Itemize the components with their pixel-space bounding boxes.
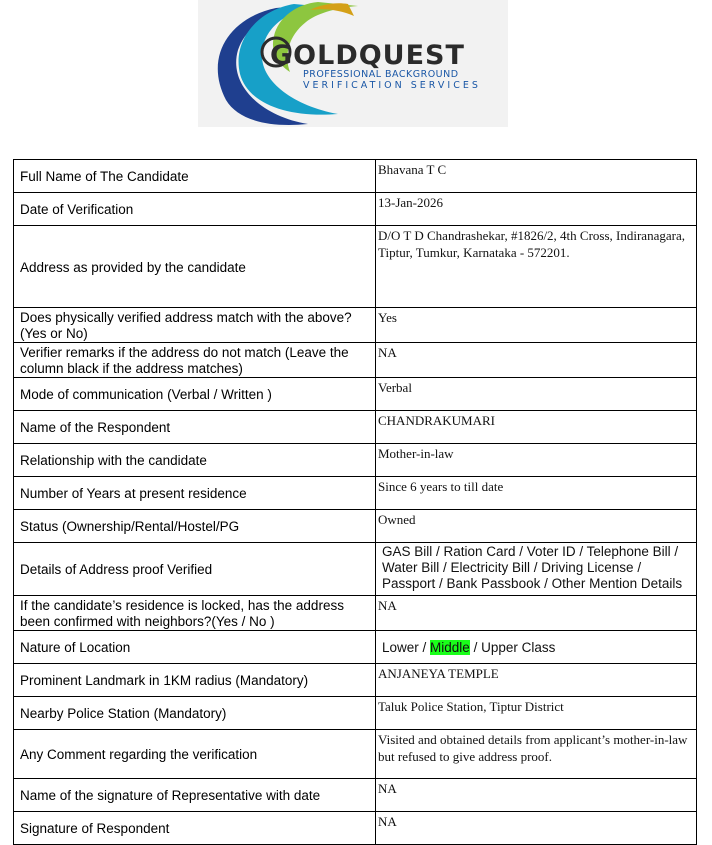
table-row xyxy=(14,730,697,779)
table-row xyxy=(14,444,697,477)
table-row xyxy=(14,226,697,308)
field-value: Verbal xyxy=(376,378,697,411)
table-row xyxy=(14,697,697,730)
option-upper: / Upper Class xyxy=(469,639,556,655)
field-label: Number of Years at present residence xyxy=(14,477,376,510)
table-row xyxy=(14,543,697,596)
field-label: Details of Address proof Verified xyxy=(14,543,376,596)
field-label: Signature of Respondent xyxy=(14,812,376,845)
logo-brand-name: GOLDQUEST xyxy=(270,40,465,71)
field-value: Yes xyxy=(376,308,697,343)
table-row xyxy=(14,378,697,411)
field-value: GAS Bill / Ration Card / Voter ID / Telephone Bill / Water Bill / Electricity Bill / Driving License / Passport / Bank Passbook / Other Mention Details xyxy=(376,543,697,596)
option-middle-highlighted: Middle xyxy=(430,639,470,655)
table-row xyxy=(14,193,697,226)
field-label: Mode of communication (Verbal / Written ) xyxy=(14,378,376,411)
table-row xyxy=(14,779,697,812)
field-label: Name of the Respondent xyxy=(14,411,376,444)
field-value: Mother-in-law xyxy=(376,444,697,477)
field-value: Bhavana T C xyxy=(376,160,697,193)
field-label: Nature of Location xyxy=(14,631,376,664)
field-value xyxy=(376,631,697,664)
table-row xyxy=(14,596,697,631)
field-value: NA xyxy=(376,343,697,378)
field-label: Does physically verified address match with the above? (Yes or No) xyxy=(14,308,376,343)
field-value: Taluk Police Station, Tiptur District xyxy=(376,697,697,730)
field-value: NA xyxy=(376,812,697,845)
field-label: Prominent Landmark in 1KM radius (Mandatory) xyxy=(14,664,376,697)
field-label: Date of Verification xyxy=(14,193,376,226)
table-row xyxy=(14,160,697,193)
field-label: If the candidate’s residence is locked, has the address been confirmed with neighbors?(Yes / No ) xyxy=(14,596,376,631)
field-value: ANJANEYA TEMPLE xyxy=(376,664,697,697)
table-row xyxy=(14,664,697,697)
field-value: Since 6 years to till date xyxy=(376,477,697,510)
logo-tagline-1: PROFESSIONAL BACKGROUND xyxy=(303,69,459,80)
field-value: Owned xyxy=(376,510,697,543)
table-row xyxy=(14,411,697,444)
field-value: D/O T D Chandrashekar, #1826/2, 4th Cross, Indiranagara, Tiptur, Tumkur, Karnataka - 572201. xyxy=(376,226,697,308)
field-value: Visited and obtained details from applicant’s mother-in-law but refused to give address proof. xyxy=(376,730,697,779)
field-label: Nearby Police Station (Mandatory) xyxy=(14,697,376,730)
logo-tagline-2: VERIFICATION SERVICES xyxy=(303,80,481,91)
field-label: Status (Ownership/Rental/Hostel/PG xyxy=(14,510,376,543)
field-label: Address as provided by the candidate xyxy=(14,226,376,308)
table-row xyxy=(14,343,697,378)
field-label: Name of the signature of Representative with date xyxy=(14,779,376,812)
table-row xyxy=(14,308,697,343)
field-value: NA xyxy=(376,779,697,812)
field-value: 13-Jan-2026 xyxy=(376,193,697,226)
verification-form-table xyxy=(13,159,697,845)
table-row xyxy=(14,631,697,664)
field-value: NA xyxy=(376,596,697,631)
field-label: Full Name of The Candidate xyxy=(14,160,376,193)
company-logo xyxy=(198,0,508,127)
field-label: Relationship with the candidate xyxy=(14,444,376,477)
table-row xyxy=(14,510,697,543)
table-row xyxy=(14,812,697,845)
field-value: CHANDRAKUMARI xyxy=(376,411,697,444)
table-row xyxy=(14,477,697,510)
option-lower: Lower / xyxy=(382,639,431,655)
field-label: Any Comment regarding the verification xyxy=(14,730,376,779)
field-label: Verifier remarks if the address do not match (Leave the column black if the address matches) xyxy=(14,343,376,378)
